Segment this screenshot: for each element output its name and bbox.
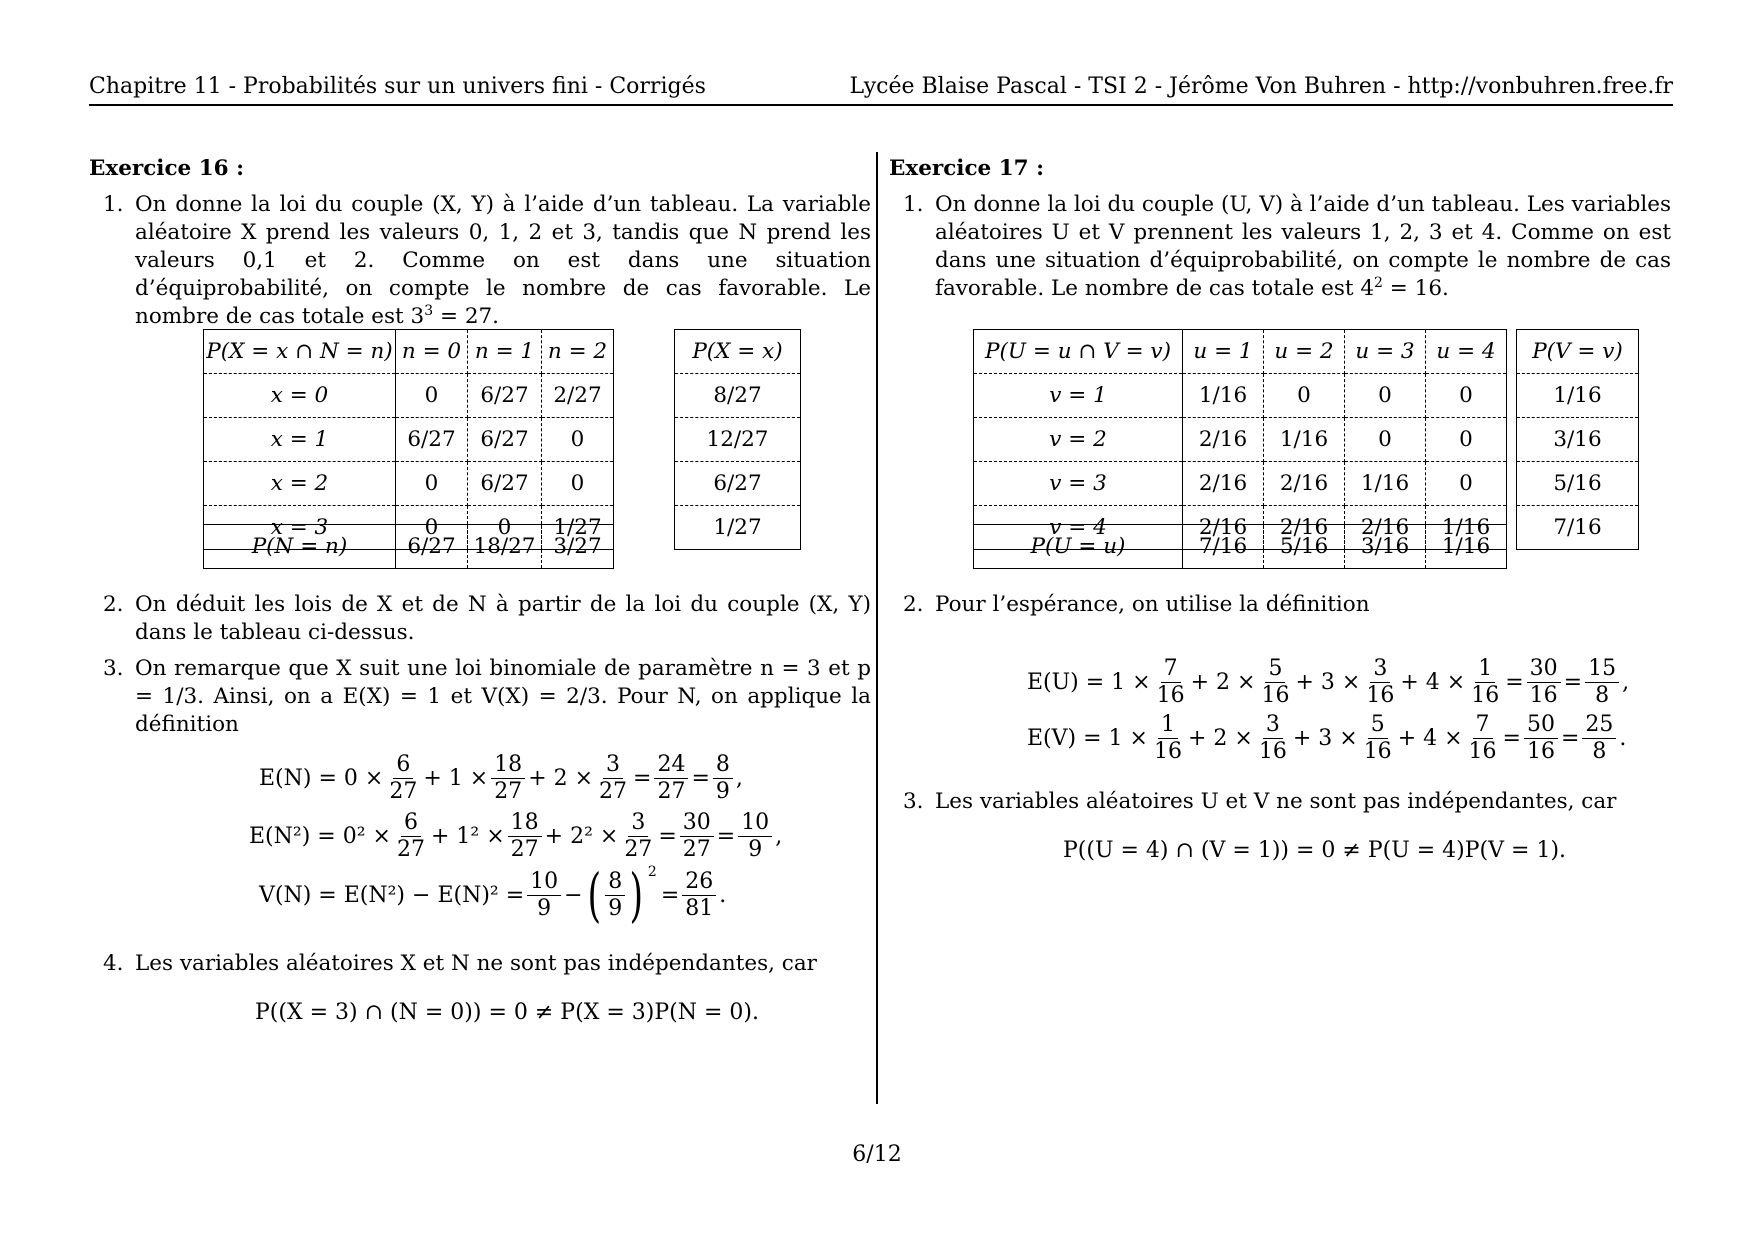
eq-text: =	[633, 766, 652, 791]
fraction	[1151, 712, 1185, 765]
denominator: 27	[510, 837, 539, 862]
numerator: 30	[1527, 656, 1561, 683]
numerator: 24	[654, 752, 688, 779]
eq-text: =	[1563, 670, 1583, 695]
eq-text: ,	[735, 766, 743, 791]
denominator: 27	[657, 779, 686, 804]
eq-text: + 2 ×	[1187, 726, 1253, 751]
table-cell: 6/27	[468, 418, 542, 462]
item-number: 3.	[103, 656, 124, 681]
denominator: 27	[624, 837, 653, 862]
table-cell: 2/16	[1345, 506, 1426, 550]
eq-text: P((U = 4) ∩ (V = 1)) = 0 ≠ P(U = 4)P(V = 1).	[1063, 838, 1567, 863]
eq-text: =	[691, 766, 710, 791]
eq-text: + 3 ×	[1292, 726, 1358, 751]
fraction	[1363, 656, 1397, 709]
table-header-cell: u = 1	[1183, 330, 1264, 374]
item-text: Pour l’espérance, on utilise la définition	[935, 592, 1370, 617]
fraction	[1466, 712, 1500, 765]
table-cell: 1/16	[1426, 506, 1507, 550]
table-row-label: x = 3	[204, 506, 396, 550]
eq-text: E(U) = 1 ×	[1027, 670, 1151, 695]
item-text: Les variables aléatoires U et V ne sont pas indépendantes, car	[935, 789, 1617, 814]
denominator: 27	[494, 779, 523, 804]
table-cell: 0	[542, 418, 614, 462]
denominator: 16	[1471, 683, 1500, 708]
item-text-a: On donne la loi du couple (X, Y) à l’aide d’un tableau. La variable aléatoire X prend les valeurs 0, 1, 2 et 3, tandis que N prend les valeurs 0,1 et 2. Comme on est dans une situation d’équiprobabilité, on compte le nombre de cas favorable. Le nombre de cas totale est 3	[135, 192, 871, 329]
table-header-cell: P(X = x ∩ N = n)	[204, 330, 396, 374]
eq-text: + 4 ×	[1400, 670, 1466, 695]
table-cell: 7/16	[1517, 506, 1639, 550]
table-cell: 3/16	[1345, 525, 1426, 569]
numerator: 10	[738, 810, 772, 837]
denominator: 16	[1258, 739, 1287, 764]
page-number: 6/12	[852, 1142, 902, 1167]
table-row-label: v = 2	[974, 418, 1183, 462]
denominator: 27	[389, 779, 418, 804]
table-header-cell: n = 0	[396, 330, 468, 374]
table-cell: 2/27	[542, 374, 614, 418]
table-cell: 1/16	[1517, 374, 1639, 418]
numerator: 7	[1473, 712, 1493, 739]
denominator: 8	[1595, 683, 1610, 708]
header-chapter: Chapitre 11 - Probabilités sur un univers fini - Corrigés	[89, 74, 706, 99]
numerator: 7	[1161, 656, 1181, 683]
denominator: 16	[1526, 739, 1555, 764]
table-cell: 0	[1345, 418, 1426, 462]
numerator: 18	[508, 810, 542, 837]
fraction	[1524, 712, 1558, 765]
numerator: 3	[1263, 712, 1283, 739]
table-cell: 2/16	[1183, 418, 1264, 462]
numerator: 6	[393, 752, 413, 779]
eq-text: .	[1619, 726, 1627, 751]
numerator: 5	[1368, 712, 1388, 739]
denominator: 9	[715, 779, 730, 804]
table-cell: 2/16	[1264, 462, 1345, 506]
denominator: 16	[1468, 739, 1497, 764]
fraction	[1361, 712, 1395, 765]
table-cell: 2/16	[1183, 506, 1264, 550]
ex17-item-3	[889, 788, 1671, 816]
table-cell: 1/16	[1183, 374, 1264, 418]
denominator: 27	[682, 837, 711, 862]
item-text-b: = 27.	[433, 304, 500, 329]
item-number: 3.	[903, 789, 924, 814]
fraction	[1585, 656, 1619, 709]
eq-text: =	[660, 882, 680, 908]
table-cell: 0	[396, 374, 468, 418]
eq-text: E(N²) = 0² ×	[249, 824, 391, 849]
numerator: 10	[527, 869, 561, 896]
header-school: Lycée Blaise Pascal - TSI 2 - Jérôme Von Buhren - http://vonbuhren.free.fr	[849, 74, 1673, 99]
table-header-cell: P(V = v)	[1517, 330, 1639, 374]
item-number: 1.	[903, 192, 924, 217]
table-cell: 6/27	[675, 462, 801, 506]
fraction	[1468, 656, 1502, 709]
denominator: 16	[1153, 739, 1182, 764]
denominator: 9	[608, 895, 623, 921]
ex17-final-equation	[1063, 838, 1566, 863]
eq-text: P((X = 3) ∩ (N = 0)) = 0 ≠ P(X = 3)P(N = 0).	[255, 1000, 759, 1025]
numerator: 26	[682, 869, 716, 896]
item-text: On déduit les lois de X et de N à partir de la loi du couple (X, Y) dans le tableau ci-dessus.	[135, 592, 871, 645]
denominator: 16	[1261, 683, 1290, 708]
numerator: 50	[1524, 712, 1558, 739]
table-cell: 2/16	[1264, 506, 1345, 550]
table-cell: 2/16	[1183, 462, 1264, 506]
table-cell: 6/27	[468, 374, 542, 418]
denominator: 16	[1529, 683, 1558, 708]
table-header-cell: u = 4	[1426, 330, 1507, 374]
eq-text: + 2 ×	[528, 766, 594, 791]
table-cell: 0	[396, 506, 468, 550]
denominator: 27	[599, 779, 628, 804]
table-cell: 0	[1345, 374, 1426, 418]
table-cell: 6/27	[396, 418, 468, 462]
table-row-label: x = 1	[204, 418, 396, 462]
table-cell: 8/27	[675, 374, 801, 418]
denominator: 81	[685, 895, 714, 921]
item-text-a: On donne la loi du couple (U, V) à l’aide d’un tableau. Les variables aléatoires U et V prennent les valeurs 1, 2, 3 et 4. Comme on est dans une situation d’équiprobabilité, on compte le nombre de cas favorable. Le nombre de cas totale est 4	[935, 192, 1671, 301]
denominator: 16	[1363, 739, 1392, 764]
numerator: 1	[1475, 656, 1495, 683]
table-cell: 6/27	[396, 525, 468, 569]
numerator: 8	[605, 869, 625, 896]
numerator: 18	[491, 752, 525, 779]
eq-text: E(N) = 0 ×	[259, 766, 384, 791]
numerator: 15	[1585, 656, 1619, 683]
eq-text: + 2² ×	[544, 824, 619, 849]
ex17-item-3-wrap	[889, 788, 1671, 816]
numerator: 25	[1582, 712, 1616, 739]
table-row-label: x = 0	[204, 374, 396, 418]
table-cell: 1/27	[675, 506, 801, 550]
denominator: 8	[1592, 739, 1607, 764]
equation-line: V(N) = E(N²) − E(N)² = $\frac{10}{9}$ − ( $\frac{8}{9}$ ) 2 = $\frac{26}{81}$ .	[259, 861, 727, 929]
eq-text: =	[716, 824, 736, 849]
eq-text: =	[1505, 670, 1524, 695]
eq-text: E(V) = 1 ×	[1027, 726, 1148, 751]
item-text: On remarque que X suit une loi binomiale de paramètre n = 3 et p = 1/3. Ainsi, on a E(X) = 1 et V(X) = 2/3. Pour N, on applique la définition	[135, 656, 871, 737]
table-header-cell: n = 1	[468, 330, 542, 374]
table-header-cell: u = 2	[1264, 330, 1345, 374]
paren-open: (	[587, 861, 601, 929]
table-cell: 0	[1426, 374, 1507, 418]
table-cell: 1/16	[1264, 418, 1345, 462]
item-number: 4.	[103, 951, 124, 976]
table-row-label: P(U = u)	[974, 525, 1183, 569]
eq-text: =	[1560, 726, 1580, 751]
eq-text: ,	[1622, 670, 1630, 695]
eq-text: −	[564, 882, 583, 908]
denominator: 16	[1366, 683, 1395, 708]
eq-text: + 2 ×	[1190, 670, 1256, 695]
item-number: 2.	[103, 592, 124, 617]
numerator: 3	[603, 752, 623, 779]
numerator: 5	[1265, 656, 1285, 683]
eq-text: + 4 ×	[1397, 726, 1463, 751]
numerator: 6	[401, 810, 421, 837]
fraction	[1258, 656, 1292, 709]
table-cell: 0	[468, 506, 542, 550]
table-cell: 0	[1426, 418, 1507, 462]
table-row-label: P(N = n)	[204, 525, 396, 569]
numerator: 3	[1370, 656, 1390, 683]
table-row-label: x = 2	[204, 462, 396, 506]
numerator: 30	[680, 810, 714, 837]
table-row-label: v = 4	[974, 506, 1183, 550]
paren-close: )	[629, 861, 644, 929]
eq-text: + 3 ×	[1295, 670, 1361, 695]
eq-text: + 1² ×	[430, 824, 505, 849]
eq-text: V(N) = E(N²) − E(N)² =	[259, 882, 525, 908]
fraction	[1582, 712, 1616, 765]
item-number: 2.	[903, 592, 924, 617]
table-cell: 6/27	[468, 462, 542, 506]
table-cell: 1/16	[1345, 462, 1426, 506]
table-cell: 0	[1264, 374, 1345, 418]
exponent: 3	[424, 302, 434, 319]
table-cell: 0	[396, 462, 468, 506]
item-text-b: = 16.	[1382, 276, 1449, 301]
table-header-cell: P(U = u ∩ V = v)	[974, 330, 1183, 374]
table-cell: 0	[542, 462, 614, 506]
fraction	[1154, 656, 1188, 709]
table-header-cell: n = 2	[542, 330, 614, 374]
table-cell: 3/27	[542, 525, 614, 569]
table-cell: 5/16	[1264, 525, 1345, 569]
numerator: 1	[1158, 712, 1178, 739]
table-row-label: v = 3	[974, 462, 1183, 506]
table-cell: 1/16	[1426, 525, 1507, 569]
denominator: 9	[537, 895, 552, 921]
table-cell: 3/16	[1517, 418, 1639, 462]
item-text: Les variables aléatoires X et N ne sont pas indépendantes, car	[135, 951, 817, 976]
table-cell: 18/27	[468, 525, 542, 569]
eq-text: .	[719, 882, 727, 908]
table-header-cell: u = 3	[1345, 330, 1426, 374]
table-cell: 7/16	[1183, 525, 1264, 569]
table-row-label: v = 1	[974, 374, 1183, 418]
eq-text: =	[658, 824, 677, 849]
table-cell: 12/27	[675, 418, 801, 462]
denominator: 9	[748, 837, 763, 862]
item-number: 1.	[103, 192, 124, 217]
table-header-cell: P(X = x)	[675, 330, 801, 374]
fraction	[1256, 712, 1290, 765]
numerator: 8	[713, 752, 733, 779]
fraction	[1527, 656, 1561, 709]
table-cell: 0	[1426, 462, 1507, 506]
eq-text: ,	[775, 824, 783, 849]
denominator: 16	[1156, 683, 1185, 708]
eq-text: + 1 ×	[423, 766, 489, 791]
equation-line	[1027, 712, 1626, 765]
table-cell: 1/27	[542, 506, 614, 550]
table-cell: 5/16	[1517, 462, 1639, 506]
exercise-17-title: Exercice 17 :	[889, 156, 1045, 181]
exercise-16-title: Exercice 16 :	[89, 156, 245, 181]
denominator: 27	[396, 837, 425, 862]
eq-text: =	[1502, 726, 1521, 751]
equation-line	[1027, 656, 1629, 709]
numerator: 3	[628, 810, 648, 837]
exponent: 2	[1374, 274, 1383, 291]
